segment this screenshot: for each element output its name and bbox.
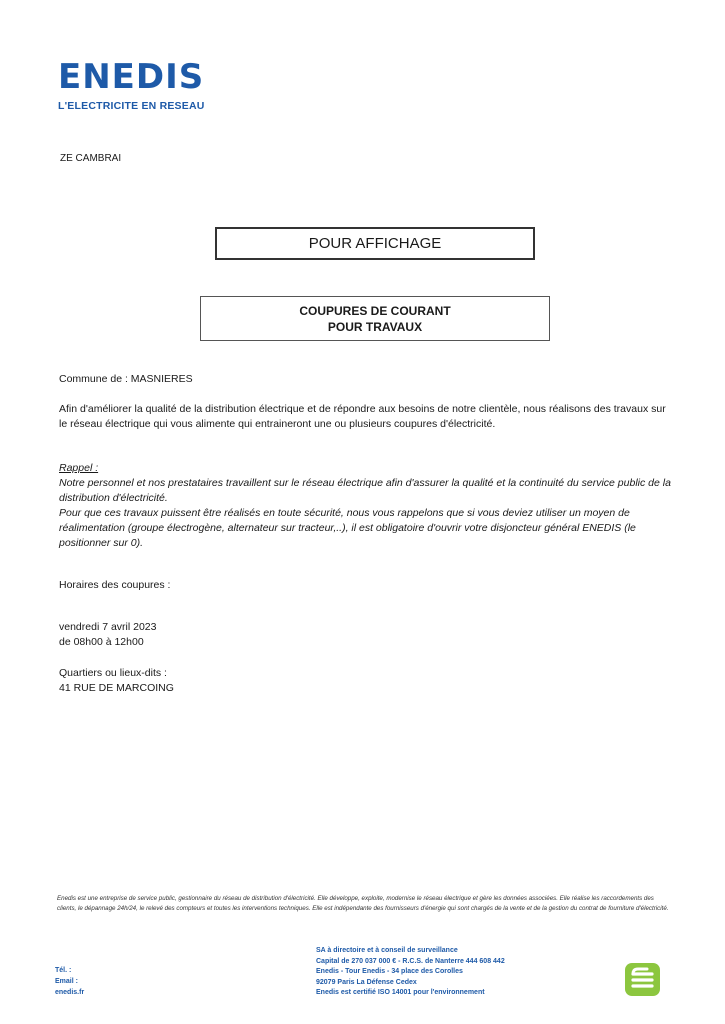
rappel-section — [59, 461, 679, 551]
legal-line: Enedis est certifié ISO 14001 pour l'environnement — [316, 989, 485, 996]
coupures-title-box — [200, 296, 550, 341]
zone-label: ZE CAMBRAI — [60, 153, 122, 164]
contact-block — [55, 965, 84, 998]
affichage-title: POUR AFFICHAGE — [308, 235, 442, 252]
enedis-emblem-icon — [625, 963, 660, 996]
coupures-title-line1: COUPURES DE COURANT — [299, 303, 451, 318]
logo-wordmark: ENEDIS — [58, 57, 205, 97]
logo-tagline: L'ELECTRICITE EN RESEAU — [58, 100, 205, 112]
quartiers-label: Quartiers ou lieux-dits : — [59, 667, 167, 679]
rappel-paragraph-2: Pour que ces travaux puissent être réalisés en toute sécurité, nous vous rappelons que si vous deviez utiliser un moyen de réalimentation (groupe électrogène, alternateur sur tracteur,..), il est obligatoire d'ouvrir votre disjoncteur général ENEDIS (le positionner sur 0). — [59, 507, 636, 549]
legal-block — [316, 946, 505, 999]
legal-line: Enedis - Tour Enedis - 34 place des Corolles — [316, 968, 463, 975]
schedule-block — [59, 620, 156, 650]
footer-note: Enedis est une entreprise de service public, gestionnaire du réseau de distribution d'électricité. Elle développe, exploite, modernise le réseau électrique et gère les données associées. Elle réalise les raccordements des clients, le dépannage 24h/24, le relevé des compteurs et toutes les interventions techniques. Elle est indépendante des fournisseurs d'énergie qui sont chargés de la vente et de la gestion du contrat de fourniture d'électricité. — [57, 895, 669, 912]
enedis-logo — [58, 57, 228, 112]
quartiers-block — [59, 666, 174, 696]
horaires-label: Horaires des coupures : — [59, 579, 171, 591]
intro-paragraph: Afin d'améliorer la qualité de la distribution électrique et de répondre aux besoins de notre clientèle, nous réalisons des travaux sur le réseau électrique qui vous alimente qui entraineront une ou plusieurs coupures d'électricité. — [59, 403, 666, 430]
affichage-title-box — [215, 227, 535, 260]
coupures-title-line2: POUR TRAVAUX — [327, 319, 423, 334]
rappel-heading: Rappel : — [59, 462, 99, 474]
rappel-paragraph-1: Notre personnel et nos prestataires travaillent sur le réseau électrique afin d'assurer la qualité et la continuité du service public de la distribution d'électricité. — [59, 477, 671, 504]
contact-tel: Tél. : — [55, 967, 72, 974]
contact-site-link[interactable]: enedis.fr — [55, 989, 85, 996]
schedule-hours: de 08h00 à 12h00 — [59, 636, 144, 648]
legal-line: SA à directoire et à conseil de surveillance — [316, 947, 458, 954]
legal-line: Capital de 270 037 000 € - R.C.S. de Nanterre 444 608 442 — [316, 957, 505, 965]
contact-email: Email : — [55, 978, 78, 985]
quartiers-value: 41 RUE DE MARCOING — [59, 682, 174, 694]
commune-line: Commune de : MASNIERES — [59, 373, 193, 385]
schedule-date: vendredi 7 avril 2023 — [59, 621, 157, 633]
legal-line: 92079 Paris La Défense Cedex — [316, 978, 417, 986]
